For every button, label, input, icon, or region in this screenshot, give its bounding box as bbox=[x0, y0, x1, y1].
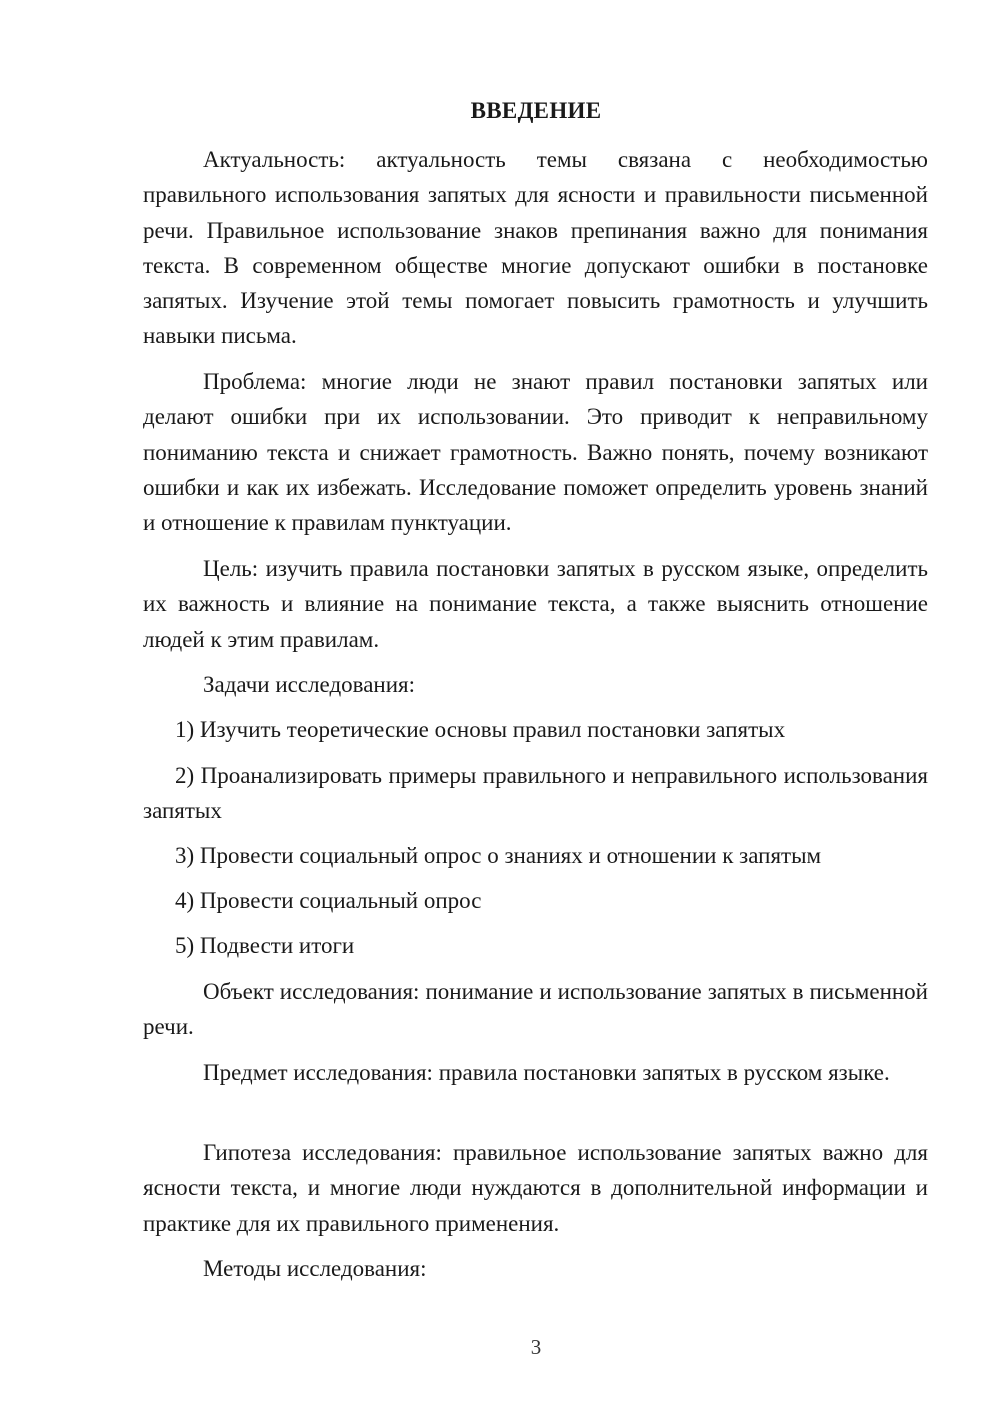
tasks-heading: Задачи исследования: bbox=[203, 672, 416, 697]
goal-paragraph: Цель: изучить правила постановки запятых в русском языке, определить их важность и влияние на понимание текста, а также выяснить отношение людей к этим правилам. bbox=[143, 556, 928, 652]
task-item-5: 5) Подвести итоги bbox=[175, 933, 355, 958]
page-number: 3 bbox=[530, 1335, 542, 1359]
hypothesis-paragraph: Гипотеза исследования: правильное использование запятых важно для ясности текста, и многие люди нуждаются в дополнительной информации и практике для их правильного применения. bbox=[143, 1140, 928, 1236]
task-item-2: 2) Проанализировать примеры правильного и неправильного использования запятых bbox=[143, 763, 928, 824]
task-item-3: 3) Провести социальный опрос о знаниях и отношении к запятым bbox=[175, 843, 822, 868]
task-item-1: 1) Изучить теоретические основы правил постановки запятых bbox=[175, 717, 786, 742]
object-paragraph: Объект исследования: понимание и использование запятых в письменной речи. bbox=[143, 979, 928, 1040]
methods-heading: Методы исследования: bbox=[203, 1256, 427, 1281]
task-item-4: 4) Провести социальный опрос bbox=[175, 888, 482, 913]
problem-paragraph: Проблема: многие люди не знают правил постановки запятых или делают ошибки при их использовании. Это приводит к неправильному пониманию текста и снижает грамотность. Важно понять, почему возникают ошибки и как их избежать. Исследование поможет определить уровень знаний и отношение к правилам пунктуации. bbox=[143, 369, 928, 536]
subject-paragraph: Предмет исследования: правила постановки запятых в русском языке. bbox=[203, 1060, 890, 1085]
section-heading: ВВЕДЕНИЕ bbox=[470, 98, 602, 123]
relevance-paragraph: Актуальность: актуальность темы связана с необходимостью правильного использования запятых для ясности и правильности письменной речи. Правильное использование знаков препинания важно для понимания текста. В современном обществе многие допускают ошибки в постановке запятых. Изучение этой темы помогает повысить грамотность и улучшить навыки письма. bbox=[143, 147, 928, 349]
